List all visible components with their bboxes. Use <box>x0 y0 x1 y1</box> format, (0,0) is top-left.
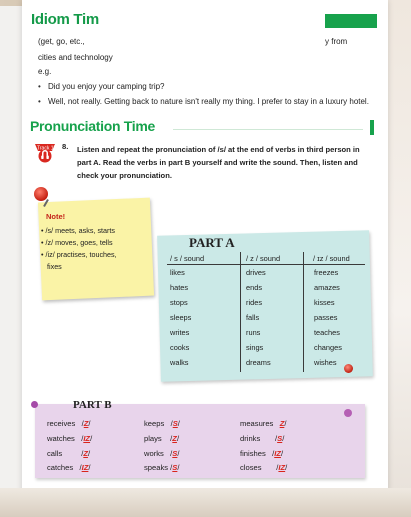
word-cell: stops <box>170 298 188 307</box>
audio-track-icon[interactable] <box>32 142 58 164</box>
note-item: • /iz/ practises, touches, <box>41 250 117 259</box>
word-cell: writes <box>170 328 190 337</box>
part-b-entry: finishes /IZ/ <box>240 449 284 458</box>
example-label: e.g. <box>38 67 52 76</box>
background-edge <box>388 0 411 517</box>
word-cell: dreams <box>246 358 271 367</box>
heading-rule <box>173 129 363 130</box>
part-b-entry: catches /IZ/ <box>47 463 91 472</box>
note-item: • /z/ moves, goes, tells <box>41 238 113 247</box>
word-cell: rides <box>246 298 263 307</box>
part-b-entry: plays /Z/ <box>144 434 180 443</box>
track-label: Track 15 <box>37 145 57 152</box>
word-cell: changes <box>314 343 342 352</box>
idiom-text-line: cities and technology <box>38 53 113 62</box>
column-header-s: / s / sound <box>170 254 205 263</box>
heading-accent-bar <box>325 14 377 28</box>
note-item: • /s/ meets, asks, starts <box>41 226 116 235</box>
word-cell: kisses <box>314 298 335 307</box>
pushpin-icon <box>344 364 353 373</box>
idiom-text-line: (get, go, etc., <box>38 37 85 46</box>
instruction-line: check your pronunciation. <box>77 171 172 180</box>
column-header-z: / z / sound <box>246 254 281 263</box>
part-b-entry: speaks /S/ <box>144 463 180 472</box>
instruction-line: part A. Read the verbs in part B yourself and write the sound. Then, listen and <box>77 158 358 167</box>
pushpin-icon <box>31 401 38 408</box>
part-a-title: PART A <box>189 235 235 250</box>
word-cell: wishes <box>314 358 337 367</box>
part-b-entry: calls /Z/ <box>47 449 91 458</box>
table-divider <box>167 264 365 265</box>
part-b-entry: works /S/ <box>144 449 180 458</box>
word-cell: sleeps <box>170 313 192 322</box>
note-item: fixes <box>47 262 62 271</box>
pushpin-icon <box>344 409 352 417</box>
part-b-entry: drinks /S/ <box>240 434 285 443</box>
word-cell: likes <box>170 268 185 277</box>
word-cell: amazes <box>314 283 340 292</box>
idiom-text-line-right: y from <box>325 37 348 46</box>
word-cell: sings <box>246 343 264 352</box>
word-cell: falls <box>246 313 260 322</box>
part-b-entry: watches /IZ/ <box>47 434 93 443</box>
word-cell: drives <box>246 268 266 277</box>
example-bullet: • Well, not really. Getting back to nature isn't really my thing. I prefer to stay in a luxury hotel. <box>38 97 369 106</box>
example-bullet: • Did you enjoy your camping trip? <box>38 82 165 91</box>
background-bottom <box>0 488 411 517</box>
word-cell: teaches <box>314 328 340 337</box>
word-cell: runs <box>246 328 261 337</box>
part-b-entry: receives /Z/ <box>47 419 91 428</box>
note-title: Note! <box>46 212 66 221</box>
word-cell: passes <box>314 313 338 322</box>
pronunciation-heading: Pronunciation Time <box>30 118 156 134</box>
table-divider <box>240 252 241 372</box>
column-header-iz: / ɪz / sound <box>313 254 350 263</box>
word-cell: hates <box>170 283 189 292</box>
part-b-entry: closes /IZ/ <box>240 463 288 472</box>
word-cell: walks <box>170 358 189 367</box>
idiom-heading: Idiom Tim <box>31 11 99 28</box>
word-cell: ends <box>246 283 263 292</box>
word-cell: freezes <box>314 268 339 277</box>
part-b-entry: keeps /S/ <box>144 419 180 428</box>
part-b-entry: measures Z/ <box>240 419 287 428</box>
exercise-number: 8. <box>62 142 69 151</box>
word-cell: cooks <box>170 343 190 352</box>
part-b-title: PART B <box>73 401 112 410</box>
table-divider <box>303 252 304 372</box>
heading-accent-bar <box>370 120 374 135</box>
instruction-line: Listen and repeat the pronunciation of /s/ at the end of verbs in third person in <box>77 145 360 154</box>
